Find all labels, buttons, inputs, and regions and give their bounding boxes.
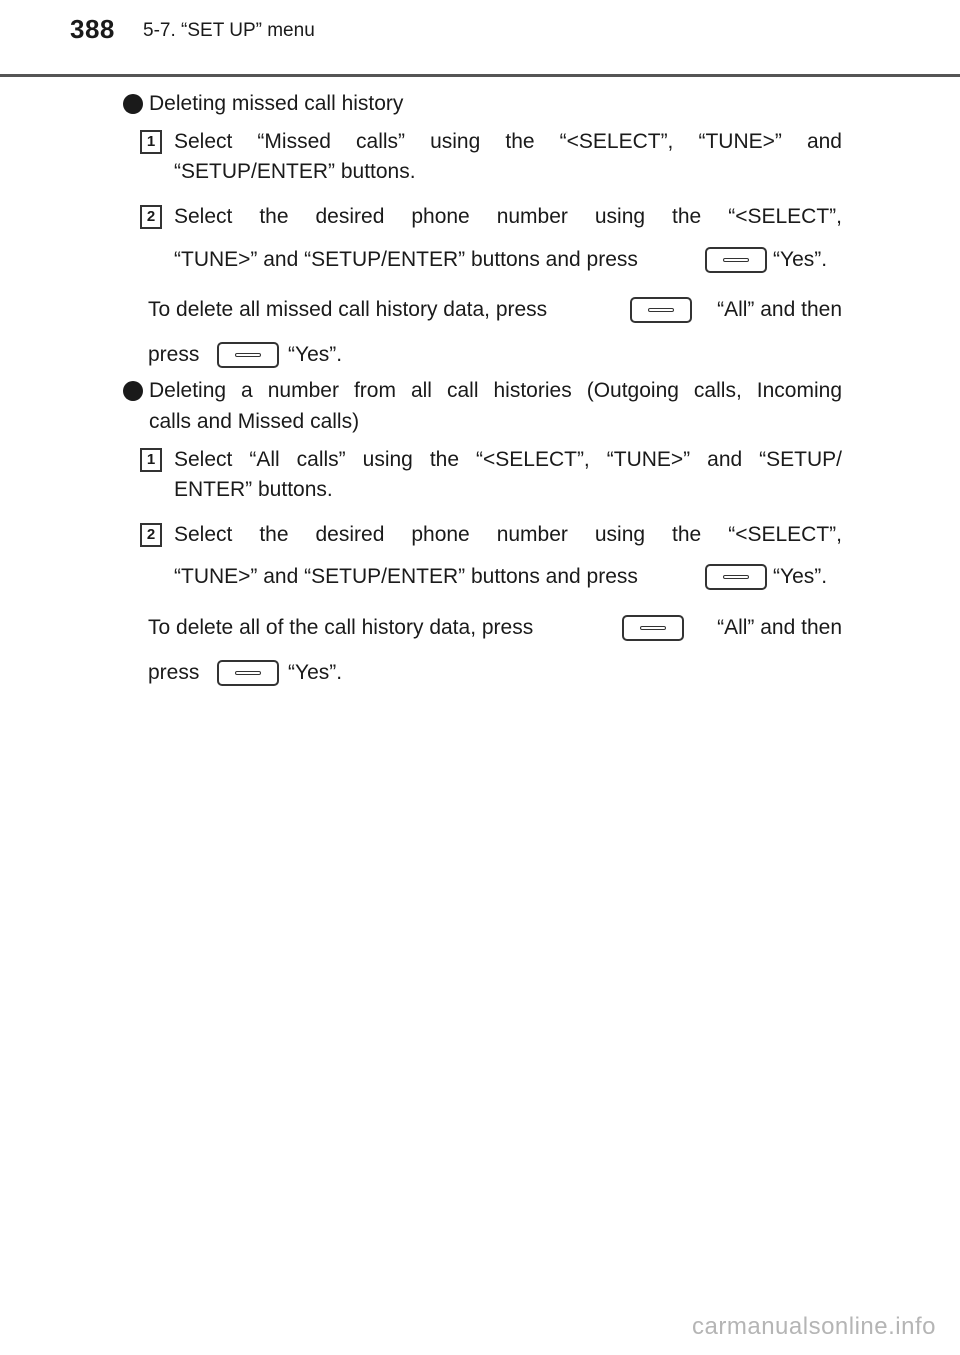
step-text: ENTER” buttons. [174, 478, 333, 501]
note-text: press [148, 661, 200, 684]
step-text: Select the desired phone number using the “<SELECT”, [174, 523, 842, 546]
page-header [0, 0, 960, 80]
page-number: 388 [70, 14, 115, 44]
note-text: “Yes”. [288, 343, 343, 366]
step-number-box: 2 [140, 523, 162, 547]
section-heading: Deleting missed call history [149, 92, 404, 115]
rocker-button-icon [217, 660, 279, 686]
bullet-icon [123, 381, 143, 401]
note-text: press [148, 343, 200, 366]
rocker-button-icon [622, 615, 684, 641]
note-text: To delete all of the call history data, press [148, 616, 534, 639]
note-text: “All” and then [717, 298, 842, 321]
section-title: 5-7. “SET UP” menu [143, 20, 315, 41]
section-heading: calls and Missed calls) [149, 410, 360, 433]
step-text: Select “Missed calls” using the “<SELECT”, “TUNE>” and [174, 130, 842, 153]
step-number-box: 1 [140, 130, 162, 154]
section-heading: Deleting a number from all call histories (Outgoing calls, Incoming [149, 379, 842, 402]
step-text: “TUNE>” and “SETUP/ENTER” buttons and press [174, 248, 638, 271]
step-number-box: 2 [140, 205, 162, 229]
rocker-button-icon [705, 564, 767, 590]
note-text: To delete all missed call history data, press [148, 298, 548, 321]
note-text: “All” and then [717, 616, 842, 639]
watermark: carmanualsonline.info [692, 1313, 936, 1340]
rocker-button-icon [705, 247, 767, 273]
step-text: “Yes”. [773, 248, 828, 271]
step-text: “TUNE>” and “SETUP/ENTER” buttons and press [174, 565, 638, 588]
bullet-icon [123, 94, 143, 114]
rocker-button-icon [217, 342, 279, 368]
step-text: “Yes”. [773, 565, 828, 588]
note-text: “Yes”. [288, 661, 343, 684]
step-text: Select the desired phone number using the “<SELECT”, [174, 205, 842, 228]
step-number-box: 1 [140, 448, 162, 472]
rocker-button-icon [630, 297, 692, 323]
header-divider [0, 74, 960, 77]
step-text: “SETUP/ENTER” buttons. [174, 160, 416, 183]
step-text: Select “All calls” using the “<SELECT”, “TUNE>” and “SETUP/ [174, 448, 842, 471]
